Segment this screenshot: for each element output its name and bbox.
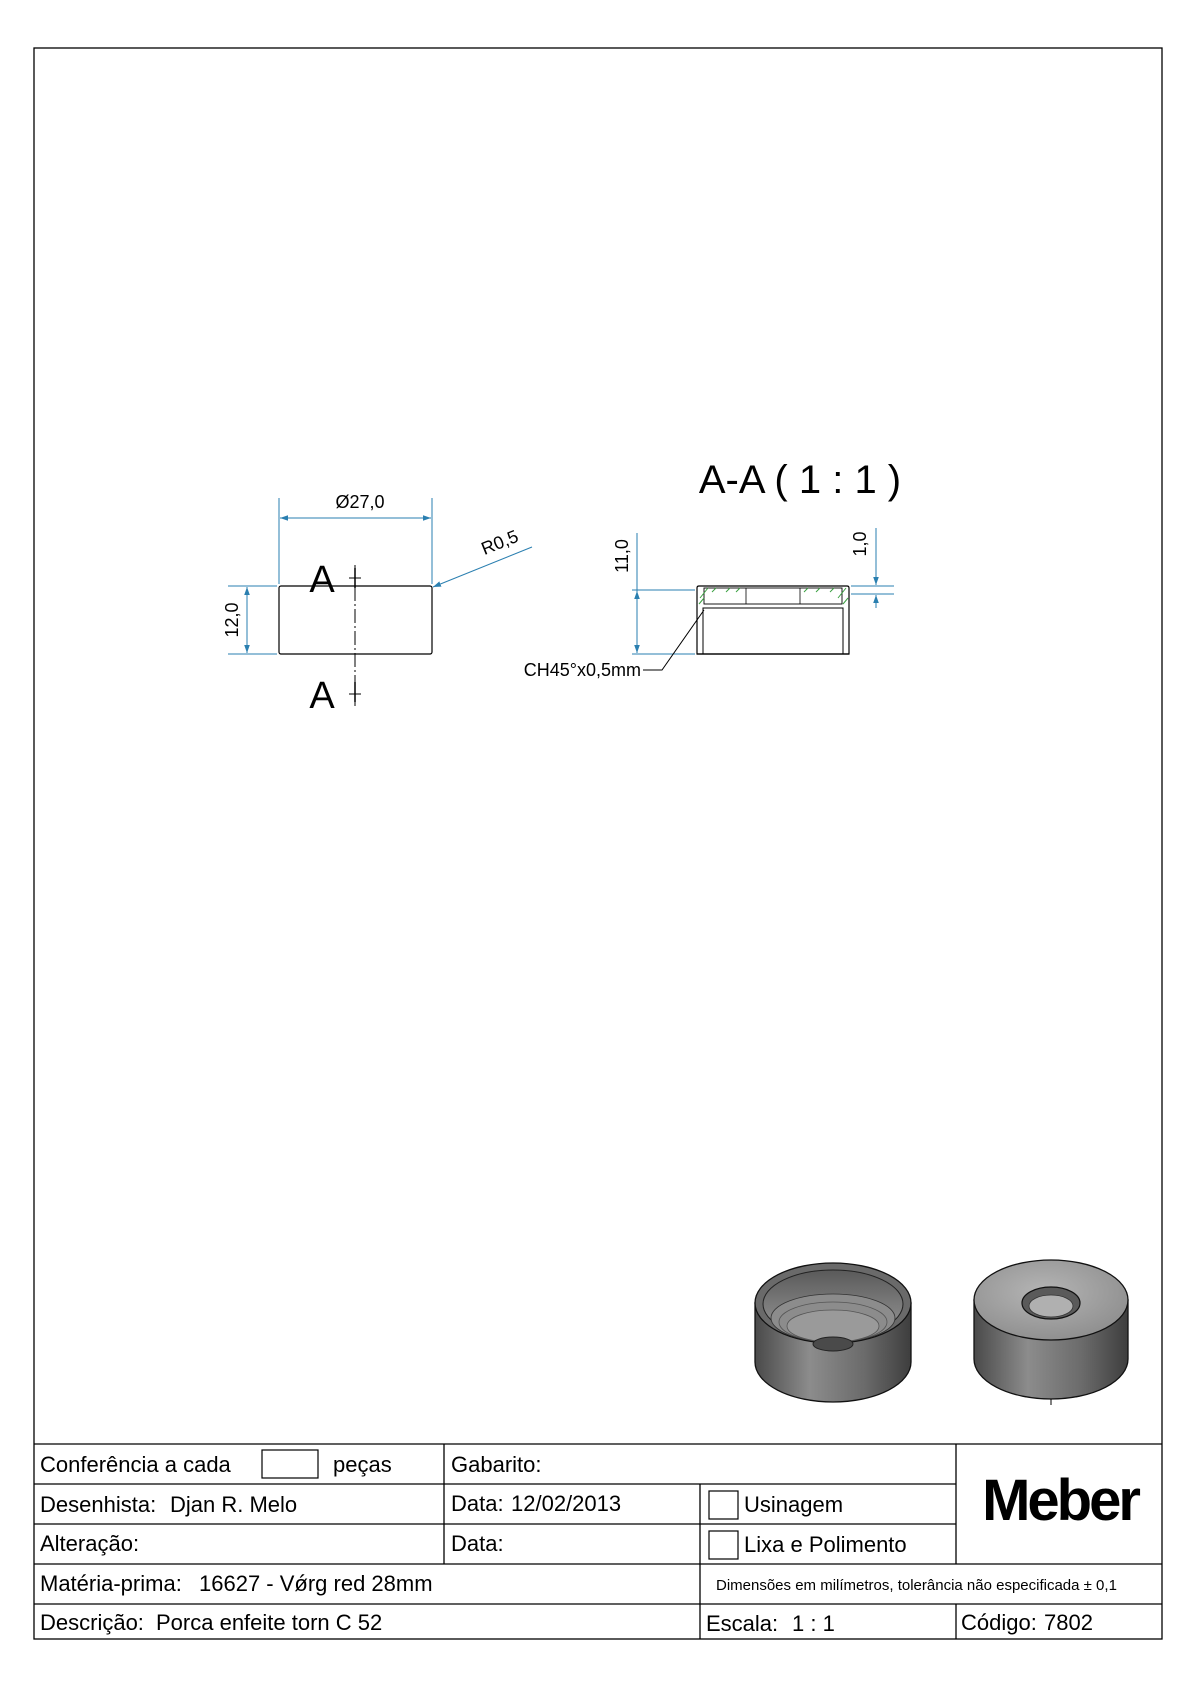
desenhista-label: Desenhista: bbox=[40, 1492, 157, 1517]
chamfer-label: CH45°x0,5mm bbox=[523, 660, 641, 680]
materia-prima-label: Matéria-prima: bbox=[40, 1571, 182, 1596]
materia-prima-value: 16627 - Vǿrg red 28mm bbox=[199, 1571, 433, 1596]
cup-render-top-icon bbox=[974, 1260, 1128, 1405]
sheet-border bbox=[34, 48, 1162, 1639]
dimensions-note: Dimensões em milímetros, tolerância não especificada ± 0,1 bbox=[716, 1577, 1117, 1594]
section-height-label: 11,0 bbox=[612, 539, 632, 573]
lixa-polimento-checkbox[interactable] bbox=[709, 1531, 738, 1559]
front-view bbox=[222, 492, 532, 717]
descricao-label: Descrição: bbox=[40, 1610, 144, 1635]
section-view bbox=[524, 458, 901, 680]
height-label: 12,0 bbox=[222, 602, 242, 638]
section-view-title: A-A ( 1 : 1 ) bbox=[698, 458, 902, 502]
data-label: Data: bbox=[451, 1491, 504, 1516]
alteracao-label: Alteração: bbox=[40, 1531, 140, 1556]
codigo-label: Código: bbox=[961, 1610, 1037, 1635]
section-mark-bottom: A bbox=[309, 675, 335, 717]
usinagem-checkbox[interactable] bbox=[709, 1491, 738, 1519]
title-block bbox=[34, 1444, 1162, 1639]
usinagem-label: Usinagem bbox=[744, 1492, 844, 1517]
data-alteracao-label: Data: bbox=[451, 1531, 504, 1556]
conferencia-label: Conferência a cada bbox=[40, 1452, 231, 1477]
section-outline bbox=[697, 586, 849, 654]
conferencia-input[interactable] bbox=[262, 1450, 318, 1478]
data-value: 12/02/2013 bbox=[511, 1491, 622, 1516]
section-thickness-label: 1,0 bbox=[850, 531, 870, 557]
section-hatch bbox=[699, 588, 848, 604]
desenhista-value: Djan R. Melo bbox=[170, 1492, 298, 1517]
gabarito-label: Gabarito: bbox=[451, 1452, 542, 1477]
company-logo: Meber bbox=[982, 1468, 1138, 1533]
codigo-value: 7802 bbox=[1044, 1610, 1093, 1635]
pecas-label: peças bbox=[333, 1452, 392, 1477]
escala-label: Escala: bbox=[706, 1611, 779, 1636]
radius-label: R0,5 bbox=[478, 526, 522, 559]
section-mark-top: A bbox=[309, 559, 335, 601]
escala-value: 1 : 1 bbox=[792, 1611, 835, 1636]
chamfer-leader bbox=[643, 610, 704, 670]
descricao-value: Porca enfeite torn C 52 bbox=[156, 1610, 383, 1635]
diameter-label: Ø27,0 bbox=[335, 492, 385, 512]
cup-render-open-icon bbox=[755, 1263, 911, 1402]
lixa-polimento-label: Lixa e Polimento bbox=[744, 1532, 907, 1557]
